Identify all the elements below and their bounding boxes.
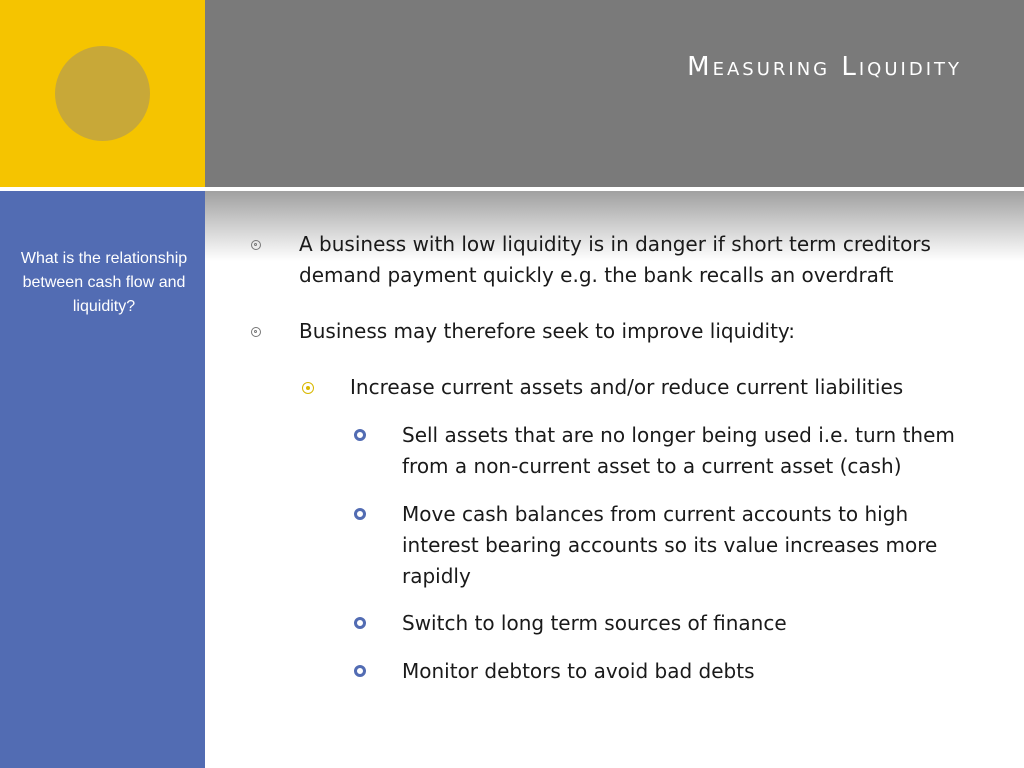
bullet-l3-text: Sell assets that are no longer being used i.e. turn them from a non-current asset to a current asset (cash): [402, 423, 955, 478]
bullet-l3-icon: [354, 429, 366, 441]
bullet-l3-text: Switch to long term sources of finance: [402, 611, 787, 635]
bullet-l3-item: [402, 608, 982, 639]
gradient-band: [205, 191, 1024, 261]
title-bar: [205, 0, 1024, 187]
slide-title: Measuring Liquidity: [687, 52, 962, 82]
bullet-l3-icon: [354, 617, 366, 629]
sidebar-question: What is the relationship between cash flow and liquidity?: [20, 250, 188, 315]
bullet-l2-text: Increase current assets and/or reduce current liabilities: [350, 375, 904, 399]
bullet-l1-icon: [251, 327, 261, 337]
bullet-l2-icon: [302, 382, 314, 394]
bullet-l2-item: [350, 372, 990, 403]
bullet-l3-item: [402, 656, 982, 687]
decorative-circle: [55, 46, 150, 141]
bullet-l3-icon: [354, 665, 366, 677]
bullet-l3-item: [402, 499, 982, 592]
bullet-l3-icon: [354, 508, 366, 520]
bullet-l3-item: [402, 420, 982, 482]
bullet-l1-item: [299, 316, 979, 347]
bullet-l3-text: Move cash balances from current accounts to high interest bearing accounts so its value increases more rapidly: [402, 502, 938, 588]
bullet-l3-text: Monitor debtors to avoid bad debts: [402, 659, 755, 683]
bullet-l1-text: Business may therefore seek to improve liquidity:: [299, 319, 796, 343]
bullet-l1-text: A business with low liquidity is in danger if short term creditors demand payment quickly e.g. the bank recalls an overdraft: [299, 232, 931, 287]
corner-yellow-block: [0, 0, 205, 187]
